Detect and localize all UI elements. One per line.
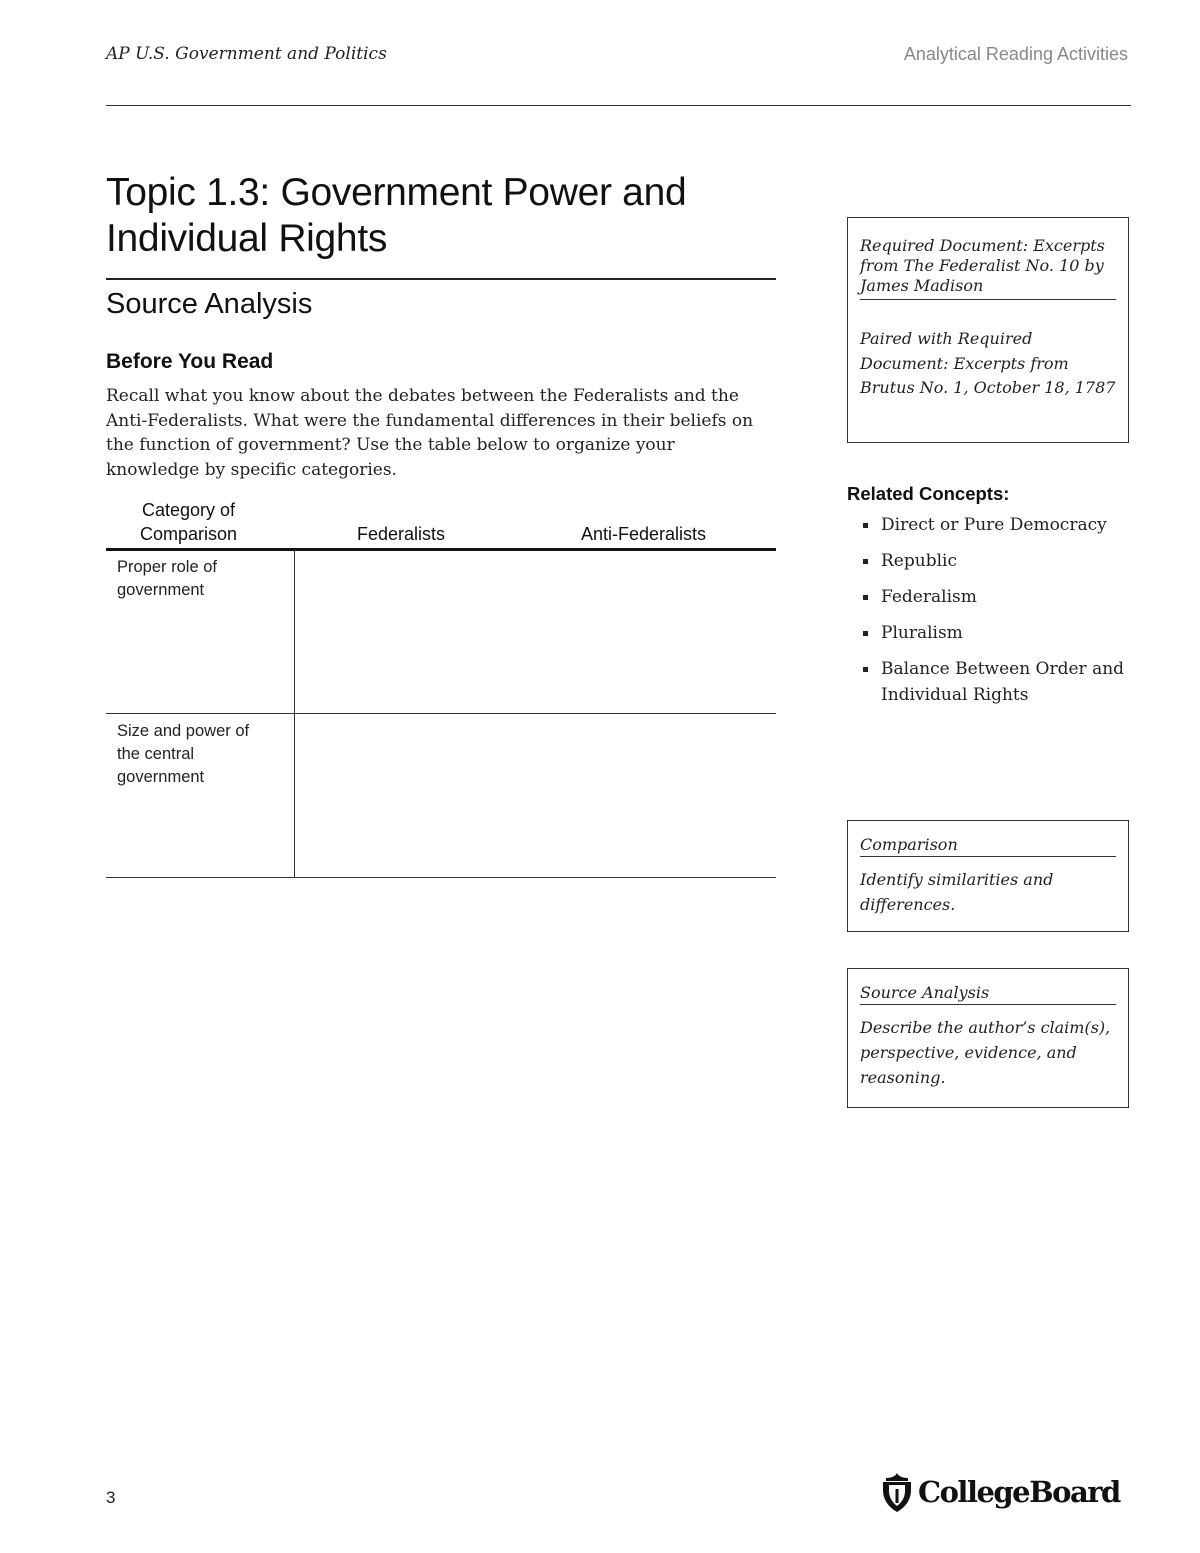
acorn-icon <box>878 1471 916 1513</box>
header-federalists: Federalists <box>356 524 446 544</box>
section-title: Source Analysis <box>106 288 313 320</box>
list-item: Pluralism <box>847 620 1137 646</box>
comparison-body: Identify similarities and differences. <box>860 870 1054 914</box>
running-header-section: Analytical Reading Activities <box>903 44 1128 64</box>
category-label: Size and power of the central government <box>117 722 250 786</box>
logo-wordmark: CollegeBoard <box>918 1475 1120 1509</box>
running-header-course: AP U.S. Government and Politics <box>106 44 387 64</box>
header-divider <box>106 105 1131 106</box>
required-document: Required Document: Excerpts from The Federalist No. 10 by James Madison <box>860 236 1116 300</box>
header-anti-federalists: Anti-Federalists <box>580 524 707 544</box>
comparison-title: Comparison <box>860 835 1116 857</box>
header-category: Category of Comparison <box>139 500 238 544</box>
table-row <box>106 714 776 878</box>
page-title: Topic 1.3: Government Power and Individual Rights <box>106 171 687 260</box>
anti-federalists-answer-cell[interactable] <box>536 714 776 877</box>
federalists-answer-cell[interactable] <box>296 714 536 877</box>
source-analysis-title: Source Analysis <box>860 983 1116 1005</box>
category-cell <box>106 550 295 713</box>
related-concepts-heading: Related Concepts: <box>847 483 1010 504</box>
list-item: Balance Between Order and Individual Rights <box>847 656 1137 708</box>
required-document-box <box>847 217 1129 443</box>
list-item: Republic <box>847 548 1137 574</box>
anti-federalists-answer-cell[interactable] <box>536 550 776 713</box>
table-row <box>106 550 776 714</box>
related-concepts-list <box>847 512 1137 718</box>
college-board-logo <box>878 1471 1132 1513</box>
category-cell <box>106 714 295 877</box>
title-divider <box>106 278 776 280</box>
federalists-answer-cell[interactable] <box>296 550 536 713</box>
source-analysis-skill-box <box>847 968 1129 1108</box>
comparison-skill-box <box>847 820 1129 932</box>
paired-document: Paired with Required Document: Excerpts from Brutus No. 1, October 18, 1787 <box>860 329 1116 397</box>
before-you-read-heading: Before You Read <box>106 350 274 373</box>
before-you-read-body: Recall what you know about the debates between the Federalists and the Anti-Federalists. What were the fundamental differences in their beliefs on the function of government? Use the table below to organize your knowledge by specific categories. <box>106 386 754 480</box>
source-analysis-body: Describe the author’s claim(s), perspective, evidence, and reasoning. <box>860 1018 1111 1087</box>
page-number: 3 <box>106 1488 116 1507</box>
list-item: Federalism <box>847 584 1137 610</box>
list-item: Direct or Pure Democracy <box>847 512 1137 538</box>
category-label: Proper role of government <box>117 558 217 599</box>
